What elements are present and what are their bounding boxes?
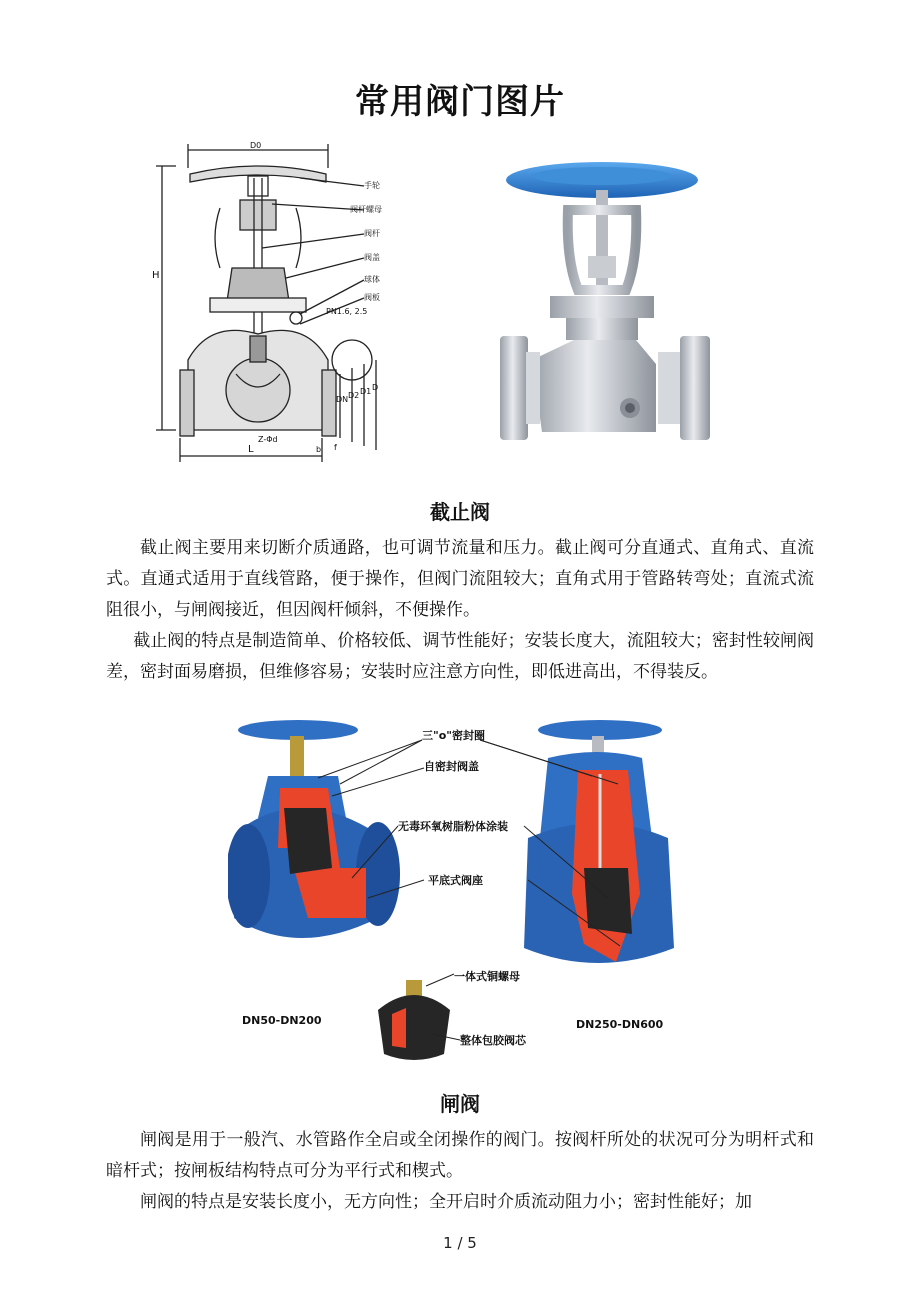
label-self-seal-bonnet: 自密封阀盖: [424, 760, 479, 773]
label-stem-nut: 阀杆螺母: [350, 205, 382, 214]
gate-paragraph-1: 闸阀是用于一般汽、水管路作全启或全闭操作的阀门。按阀杆所处的状况可分为明杆式和暗杆式；按闸板结构特点可分为平行式和楔式。: [106, 1130, 814, 1181]
label-bonnet: 阀盖: [364, 253, 380, 262]
dim-dn-label: DN: [336, 395, 349, 404]
dim-d0-label: D0: [250, 141, 262, 150]
label-disc: 阀板: [364, 293, 380, 302]
label-o-rings: 三"o"密封圈: [422, 729, 486, 742]
label-copper-nut: 一体式铜螺母: [454, 970, 520, 983]
dim-b-label: b: [316, 445, 322, 454]
globe-valve-photo: [496, 160, 714, 458]
dim-d-label: D: [372, 383, 379, 392]
label-stem: 阀杆: [364, 229, 380, 238]
dim-d1-label: D1: [360, 387, 372, 396]
dim-zd-label: Z-Φd: [258, 435, 278, 444]
dim-l-label: L: [248, 444, 254, 455]
dim-h-label: H: [152, 270, 160, 281]
gate-valve-large: [524, 720, 674, 963]
gate-valve-figure: [228, 718, 678, 1066]
dim-d2-label: D2: [348, 391, 360, 400]
label-rubber-core: 整体包胶阀芯: [460, 1034, 526, 1047]
label-flat-seat: 平底式阀座: [428, 874, 483, 887]
globe-paragraph-1: 截止阀主要用来切断介质通路，也可调节流量和压力。截止阀可分直通式、直角式、直流式。直通式适用于直线管路，便于操作，但阀门流阻较大；直角式用于管路转弯处；直流式流阻很小，与闸阀接近，但因阀杆倾斜，不便操作。: [106, 538, 814, 620]
dim-f-label: f: [334, 443, 337, 452]
gate-valve-small: [228, 720, 400, 938]
gate-valve-heading: 闸阀: [440, 1092, 480, 1116]
label-handwheel: 手轮: [364, 181, 380, 190]
globe-valve-drawing: [150, 138, 388, 466]
globe-valve-heading: 截止阀: [430, 500, 490, 524]
label-large-range: DN250-DN600: [576, 1018, 664, 1031]
label-pressure: PN1.6, 2.5: [326, 307, 368, 316]
label-epoxy-coating: 无毒环氧树脂粉体涂装: [398, 820, 508, 833]
rubber-core-detail: [378, 980, 450, 1060]
globe-paragraph-2: 截止阀的特点是制造简单、价格较低、调节性能好；安装长度大，流阻较大；密封性较闸阀差，密封面易磨损，但维修容易；安装时应注意方向性，即低进高出，不得装反。: [106, 631, 814, 682]
label-small-range: DN50-DN200: [242, 1014, 322, 1027]
page-title: 常用阀门图片: [355, 82, 565, 122]
label-sphere: 球体: [364, 275, 380, 284]
page-number: 1 / 5: [443, 1234, 477, 1252]
gate-paragraph-2: 闸阀的特点是安装长度小，无方向性；全开启时介质流动阻力小；密封性能好；加: [140, 1192, 752, 1212]
